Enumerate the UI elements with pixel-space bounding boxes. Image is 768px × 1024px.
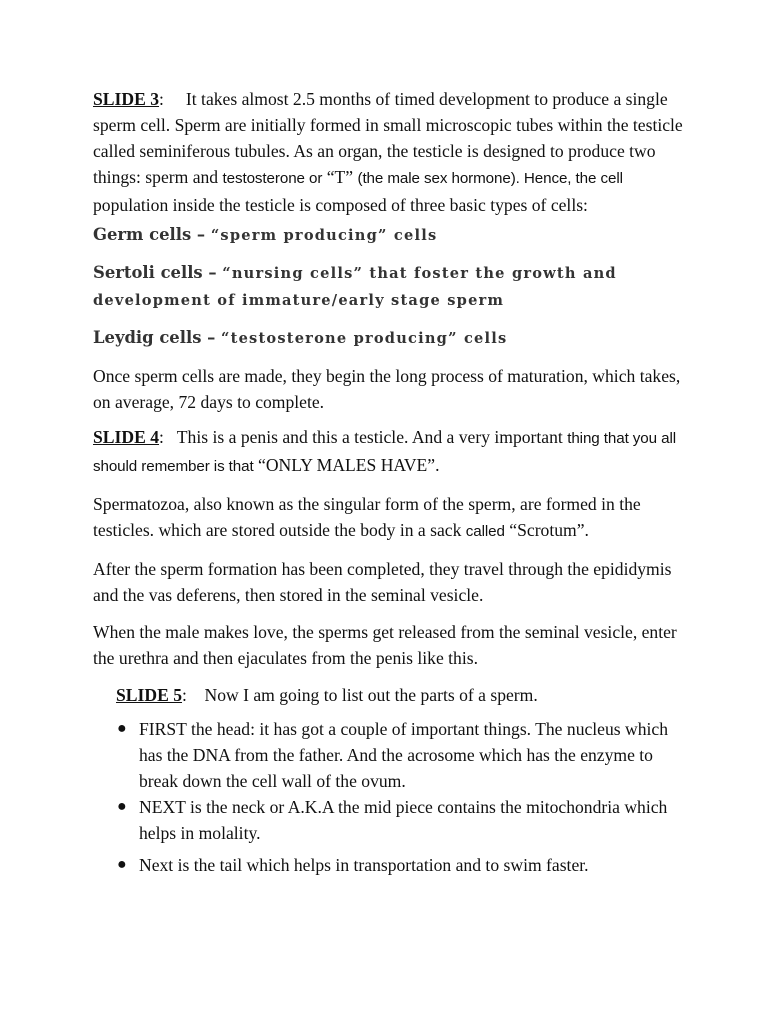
bullet-icon: ● bbox=[117, 798, 127, 815]
leydig-cells-line bbox=[93, 325, 693, 352]
slide-5-label: SLIDE 5 bbox=[116, 685, 183, 705]
bullet-icon: ● bbox=[117, 856, 127, 873]
leydig-cells-name: Leydig cells – bbox=[93, 328, 222, 347]
sertoli-cells-line bbox=[93, 260, 693, 314]
list-item-tail-text: Next is the tail which helps in transportation and to swim faster. bbox=[139, 855, 589, 875]
slide-5-text: Now I am going to list out the parts of a sperm. bbox=[204, 685, 538, 705]
slide-3-text-d: (the male sex hormone). Hence, the cell bbox=[357, 170, 623, 187]
slide-4-paragraph: SLIDE 4: This is a penis and this a testicle. And a very important thing that you all should remember is that “ONLY MALES HAVE”. bbox=[93, 427, 677, 475]
slide-3-text-e: population inside the testicle is composed of three basic types of cells: bbox=[93, 195, 588, 215]
slide-3-label: SLIDE 3 bbox=[93, 89, 160, 109]
spermatozoa-text-a: Spermatozoa, also known as the singular form of the sperm, are formed in the testicles. which are stored outside the body in a sack bbox=[93, 494, 641, 540]
slide-4-text-b: thing that you all should remember is that bbox=[93, 430, 677, 475]
germ-cells-line bbox=[93, 222, 693, 249]
bullet-icon: ● bbox=[117, 720, 127, 737]
slide-3-text-b: testosterone or bbox=[222, 170, 323, 187]
germ-cells-name: Germ cells – bbox=[93, 225, 211, 244]
spermatozoa-text-b: called bbox=[465, 523, 505, 540]
list-item-head bbox=[116, 716, 693, 794]
leydig-cells-desc: “testosterone producing” cells bbox=[221, 330, 508, 347]
slide-5-paragraph: SLIDE 5: Now I am going to list out the parts of a sperm. bbox=[116, 685, 538, 705]
slide-3-text-a: It takes almost 2.5 months of timed development to produce a single sperm cell. Sperm are initially formed in small microscopic tubes within the testicle called seminiferous tubules. As an organ, the testicle is designed to produce two things: sperm and bbox=[93, 89, 683, 187]
spermatozoa-paragraph bbox=[93, 491, 693, 545]
release-paragraph: When the male makes love, the sperms get released from the seminal vesicle, enter the urethra and then ejaculates from the penis like this. bbox=[93, 622, 677, 668]
list-item-neck-text: NEXT is the neck or A.K.A the mid piece contains the mitochondria which helps in molality. bbox=[139, 797, 668, 843]
list-item-head-text: FIRST the head: it has got a couple of important things. The nucleus which has the DNA from the father. And the acrosome which has the enzyme to break down the cell wall of the ovum. bbox=[139, 719, 669, 791]
sertoli-cells-desc: “nursing cells” that foster the growth and development of immature/early stage sperm bbox=[93, 265, 617, 309]
list-item-tail bbox=[116, 852, 693, 878]
slide-3-text-c: “T” bbox=[322, 167, 358, 187]
document-page bbox=[93, 86, 693, 878]
slide-4-text-c: “ONLY MALES HAVE”. bbox=[253, 455, 440, 475]
formation-paragraph: After the sperm formation has been completed, they travel through the epididymis and the vas deferens, then stored in the seminal vesicle. bbox=[93, 559, 672, 605]
germ-cells-desc: “sperm producing” cells bbox=[210, 227, 438, 244]
slide-4-text-a: This is a penis and this a testicle. And a very important bbox=[176, 427, 568, 447]
sperm-parts-list bbox=[116, 716, 693, 878]
maturation-paragraph: Once sperm cells are made, they begin the long process of maturation, which takes, on average, 72 days to complete. bbox=[93, 366, 681, 412]
spermatozoa-text-c: “Scrotum”. bbox=[504, 520, 589, 540]
sertoli-cells-name: Sertoli cells – bbox=[93, 263, 223, 282]
list-item-neck bbox=[116, 794, 693, 846]
slide-3-paragraph: SLIDE 3: It takes almost 2.5 months of timed development to produce a single sperm cell. Sperm are initially formed in small microscopic tubes within the testicle called seminiferous tubules. As an organ, the testicle is designed to produce two things: sperm and testosterone or “T” (the male sex hormone). Hence, the cell population inside the testicle is composed of three basic types of cells: bbox=[93, 89, 683, 215]
slide-4-label: SLIDE 4 bbox=[93, 427, 160, 447]
